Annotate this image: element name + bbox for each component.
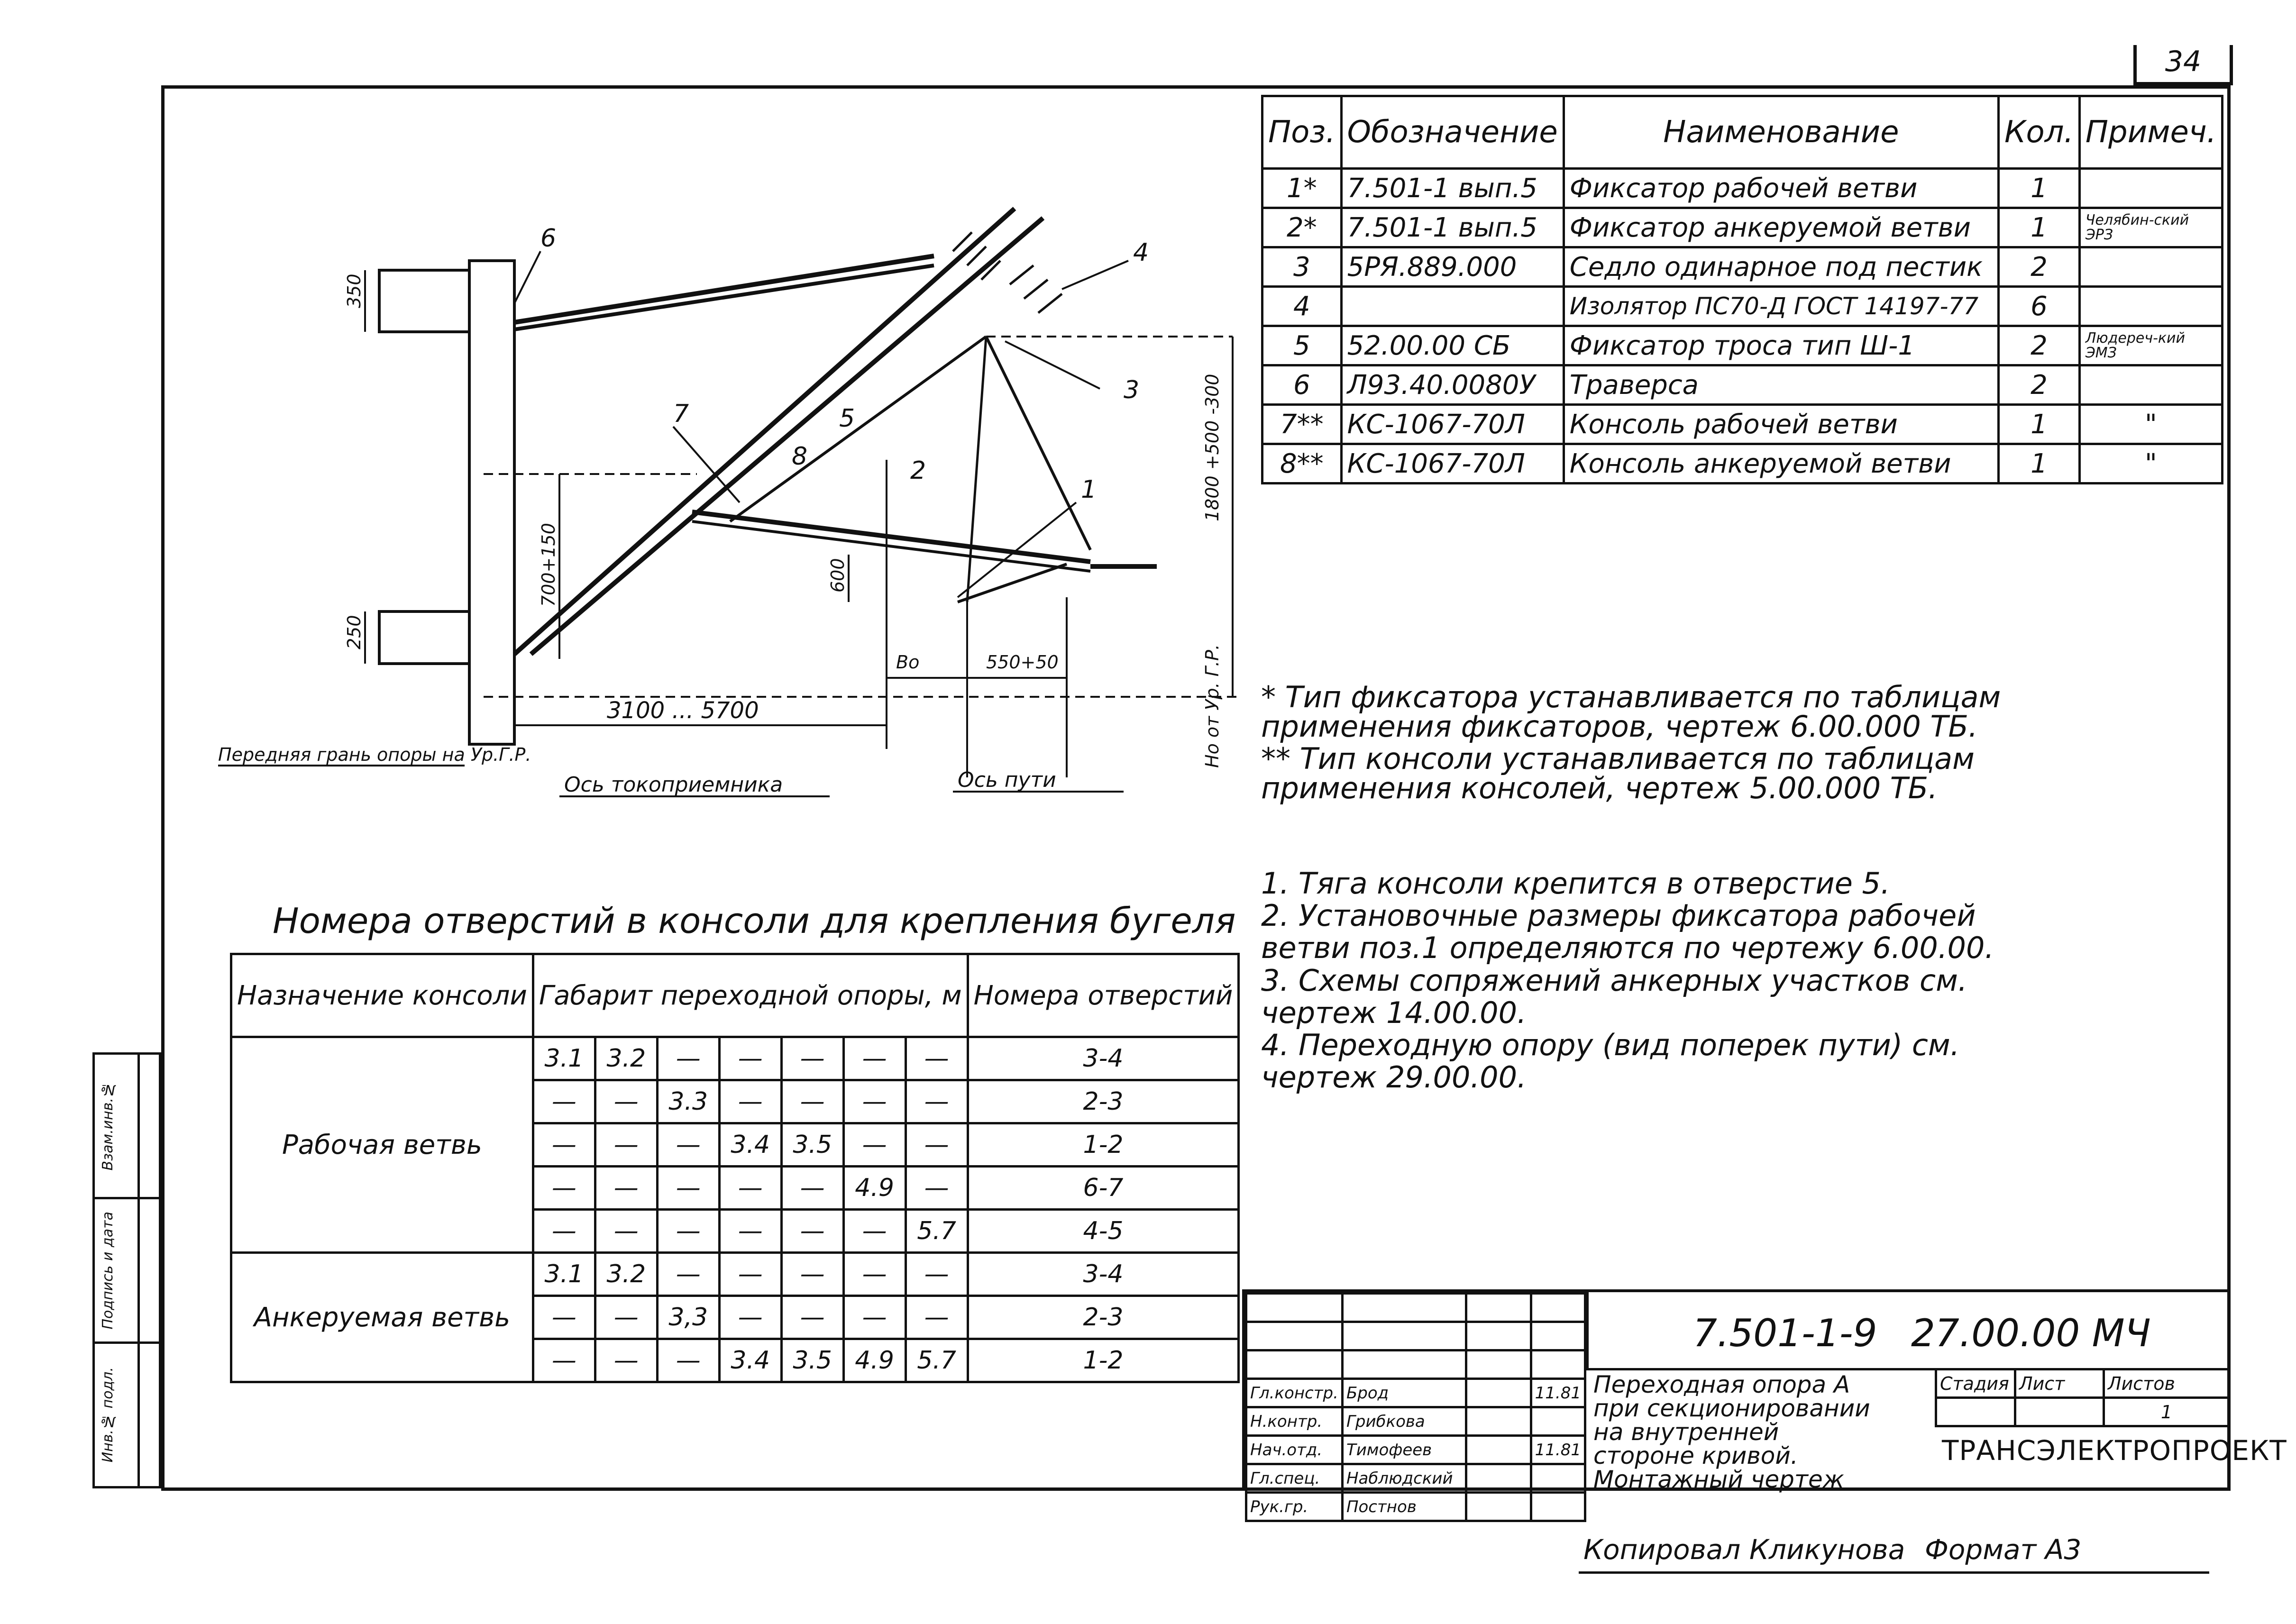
group-anchor: Анкеруемая ветвь bbox=[231, 1253, 533, 1382]
spec-qty: 1 bbox=[1999, 444, 2080, 484]
doc-code: 7.501-1-9 bbox=[1693, 1311, 1877, 1355]
fixator-1 bbox=[692, 512, 1090, 562]
holes-number: 4-5 bbox=[968, 1210, 1239, 1253]
holes-cell: 3.2 bbox=[595, 1037, 657, 1080]
holes-cell: — bbox=[533, 1167, 595, 1210]
spec-h-qty: Кол. bbox=[1999, 96, 2080, 169]
dim-600: 600 bbox=[827, 558, 848, 593]
role: Гл.спец. bbox=[1246, 1464, 1343, 1493]
holes-cell: — bbox=[533, 1296, 595, 1339]
role: Рук.гр. bbox=[1246, 1493, 1343, 1521]
spec-row bbox=[1262, 365, 2223, 405]
spec-code: КС-1067-70Л bbox=[1341, 444, 1564, 484]
holes-cell: — bbox=[843, 1210, 906, 1253]
label-pos-1: 1 bbox=[1081, 475, 1097, 504]
spec-qty: 1 bbox=[1999, 208, 2080, 247]
lower-bracket bbox=[379, 611, 469, 664]
footnote-1: * Тип фиксатора устанавливается по таблицам применения фиксаторов, чертеж 6.00.000 ТБ. bbox=[1261, 680, 2001, 744]
doc-number: 27.00.00 МЧ bbox=[1911, 1311, 2151, 1355]
holes-number: 3-4 bbox=[968, 1037, 1239, 1080]
spec-row bbox=[1262, 444, 2223, 484]
spec-note: Людереч-кий ЭМЗ bbox=[2079, 326, 2222, 365]
holes-number: 1-2 bbox=[968, 1123, 1239, 1167]
spec-name: Седло одинарное под пестик bbox=[1564, 247, 1998, 287]
signer-name: Постнов bbox=[1342, 1493, 1466, 1521]
holes-cell: — bbox=[906, 1296, 968, 1339]
spec-h-code: Обозначение bbox=[1341, 96, 1564, 169]
side-cell-1: Инв.№ подл. bbox=[100, 1367, 116, 1463]
holes-cell: — bbox=[719, 1037, 781, 1080]
spec-name: Консоль анкеруемой ветви bbox=[1564, 444, 1998, 484]
holes-number: 3-4 bbox=[968, 1253, 1239, 1296]
console-assembly-drawing bbox=[199, 180, 1266, 811]
spec-qty: 2 bbox=[1999, 326, 2080, 365]
holes-cell: 5.7 bbox=[906, 1210, 968, 1253]
holes-cell: 3.4 bbox=[719, 1339, 781, 1382]
holes-cell: — bbox=[906, 1037, 968, 1080]
holes-cell: 3.1 bbox=[533, 1253, 595, 1296]
role: Н.контр. bbox=[1246, 1407, 1343, 1436]
label-pos-7: 7 bbox=[673, 400, 689, 428]
holes-header-row bbox=[231, 954, 1239, 1037]
spec-row bbox=[1262, 169, 2223, 208]
spec-name: Фиксатор троса тип Ш-1 bbox=[1564, 326, 1998, 365]
specification-table bbox=[1261, 95, 2223, 484]
spec-note: " bbox=[2079, 444, 2222, 484]
holes-cell: — bbox=[781, 1037, 843, 1080]
footnote-2: ** Тип консоли устанавливается по таблицам применения консолей, чертеж 5.00.000 ТБ. bbox=[1261, 741, 1975, 805]
spec-qty: 2 bbox=[1999, 247, 2080, 287]
holes-cell: — bbox=[843, 1080, 906, 1123]
holes-cell: 3.2 bbox=[595, 1253, 657, 1296]
holes-h-purpose: Назначение консоли bbox=[231, 954, 533, 1037]
spec-pos: 8** bbox=[1262, 444, 1342, 484]
label-pos-4: 4 bbox=[1133, 238, 1149, 267]
spec-note bbox=[2079, 169, 2222, 208]
holes-cell: 5.7 bbox=[906, 1339, 968, 1382]
holes-cell: — bbox=[719, 1253, 781, 1296]
holes-cell: — bbox=[657, 1123, 719, 1167]
spec-pos: 3 bbox=[1262, 247, 1342, 287]
sheet-header: Лист bbox=[2015, 1369, 2104, 1398]
holes-cell: 3.5 bbox=[781, 1123, 843, 1167]
signer-name: Грибкова bbox=[1342, 1407, 1466, 1436]
dim-1800: 1800 +500 -300 bbox=[1202, 374, 1223, 521]
dim-bo: Во bbox=[896, 652, 920, 673]
holes-cell: — bbox=[906, 1167, 968, 1210]
holes-row bbox=[231, 1037, 1239, 1080]
organization-name: ТРАНСЭЛЕКТРОПРОЕКТ bbox=[1942, 1434, 2287, 1467]
holes-cell: — bbox=[843, 1037, 906, 1080]
sheets-header: Листов bbox=[2104, 1369, 2230, 1398]
holes-cell: — bbox=[906, 1253, 968, 1296]
sign-date: 11.81 bbox=[1531, 1436, 1585, 1464]
general-notes: 1. Тяга консоли крепится в отверстие 5. 2. Установочные размеры фиксатора рабочей ветви поз.1 определяются по чертежу 6.00.00. 3. Схемы сопряжений анкерных участков см. чертеж 14.00.00. 4. Переходную опору (вид поперек пути) см. чертеж 29.00.00. bbox=[1261, 866, 1994, 1095]
spec-pos: 6 bbox=[1262, 365, 1342, 405]
holes-cell: 3.5 bbox=[781, 1339, 843, 1382]
drawing-title: Переходная опора А при секционировании на внутренней стороне кривой. Монтажный чертеж bbox=[1593, 1371, 1870, 1493]
spec-qty: 6 bbox=[1999, 287, 2080, 326]
holes-cell: — bbox=[843, 1296, 906, 1339]
spec-h-note: Примеч. bbox=[2079, 96, 2222, 169]
holes-h-gabarit: Габарит переходной опоры, м bbox=[533, 954, 968, 1037]
spec-note bbox=[2079, 365, 2222, 405]
holes-cell: — bbox=[781, 1296, 843, 1339]
label-pos-3: 3 bbox=[1124, 376, 1140, 404]
spec-note: Челябин-ский ЭРЗ bbox=[2079, 208, 2222, 247]
dim-350: 350 bbox=[344, 274, 365, 308]
spec-note bbox=[2079, 287, 2222, 326]
holes-cell: 3.4 bbox=[719, 1123, 781, 1167]
side-cell-2: Подпись и дата bbox=[100, 1211, 116, 1330]
label-pos-8: 8 bbox=[792, 442, 808, 471]
spec-pos: 1* bbox=[1262, 169, 1342, 208]
title-block-stage bbox=[1935, 1368, 2231, 1427]
upper-bracket bbox=[379, 270, 469, 332]
sign-date bbox=[1531, 1493, 1585, 1521]
holes-cell: — bbox=[533, 1339, 595, 1382]
holes-cell: — bbox=[657, 1037, 719, 1080]
holes-cell: — bbox=[595, 1080, 657, 1123]
title-block bbox=[1242, 1289, 2287, 1516]
spec-header-row bbox=[1262, 96, 2223, 169]
side-stamp bbox=[92, 1052, 161, 1488]
spec-pos: 5 bbox=[1262, 326, 1342, 365]
holes-cell: — bbox=[595, 1339, 657, 1382]
holes-cell: — bbox=[781, 1253, 843, 1296]
holes-cell: — bbox=[843, 1253, 906, 1296]
dim-700: 700+150 bbox=[538, 523, 559, 607]
spec-row bbox=[1262, 247, 2223, 287]
holes-number: 2-3 bbox=[968, 1080, 1239, 1123]
holes-table bbox=[230, 953, 1240, 1383]
holes-h-holes: Номера отверстий bbox=[968, 954, 1239, 1037]
sheets-count: 1 bbox=[2104, 1398, 2230, 1426]
spec-code: КС-1067-70Л bbox=[1341, 405, 1564, 444]
spec-code bbox=[1341, 287, 1564, 326]
holes-cell: — bbox=[781, 1210, 843, 1253]
holes-cell: — bbox=[595, 1123, 657, 1167]
spec-name: Траверса bbox=[1564, 365, 1998, 405]
spec-pos: 4 bbox=[1262, 287, 1342, 326]
holes-cell: — bbox=[657, 1167, 719, 1210]
holes-cell: — bbox=[657, 1210, 719, 1253]
role: Нач.отд. bbox=[1246, 1436, 1343, 1464]
spec-row bbox=[1262, 208, 2223, 247]
dim-550: 550+50 bbox=[986, 652, 1059, 673]
holes-cell: — bbox=[657, 1253, 719, 1296]
holes-table-title: Номера отверстий в консоли для крепления бугеля bbox=[273, 901, 1236, 941]
holes-cell: — bbox=[781, 1080, 843, 1123]
holes-cell: 3.3 bbox=[657, 1080, 719, 1123]
dim-250: 250 bbox=[344, 615, 365, 649]
caption-track-axis: Ось пути bbox=[958, 768, 1056, 792]
holes-cell: — bbox=[595, 1296, 657, 1339]
copied-by: Копировал Кликунова bbox=[1583, 1533, 1905, 1566]
group-working: Рабочая ветвь bbox=[231, 1037, 533, 1253]
console-7 bbox=[531, 218, 1043, 654]
spec-code: 7.501-1 вып.5 bbox=[1341, 208, 1564, 247]
sign-date bbox=[1531, 1464, 1585, 1493]
console-8 bbox=[514, 209, 1015, 654]
label-pos-2: 2 bbox=[910, 456, 926, 485]
spec-code: Л93.40.0080У bbox=[1341, 365, 1564, 405]
holes-cell: — bbox=[719, 1296, 781, 1339]
holes-cell: — bbox=[533, 1123, 595, 1167]
holes-cell: — bbox=[843, 1123, 906, 1167]
holes-cell: 4.9 bbox=[843, 1339, 906, 1382]
spec-name: Фиксатор анкеруемой ветви bbox=[1564, 208, 1998, 247]
holes-cell: — bbox=[906, 1123, 968, 1167]
holes-cell: — bbox=[719, 1080, 781, 1123]
holes-cell: 3.1 bbox=[533, 1037, 595, 1080]
spec-name: Фиксатор рабочей ветви bbox=[1564, 169, 1998, 208]
spec-qty: 1 bbox=[1999, 169, 2080, 208]
label-pos-5: 5 bbox=[839, 404, 855, 433]
caption-front-edge: Передняя грань опоры на Ур.Г.Р. bbox=[218, 744, 531, 765]
signer-name: Наблюдский bbox=[1342, 1464, 1466, 1493]
spec-row bbox=[1262, 405, 2223, 444]
stage-header: Стадия bbox=[1936, 1369, 2015, 1398]
holes-number: 2-3 bbox=[968, 1296, 1239, 1339]
sign-date bbox=[1531, 1407, 1585, 1436]
title-block-signatures bbox=[1245, 1292, 1586, 1522]
sheet-number: 34 bbox=[2133, 45, 2233, 85]
holes-row bbox=[231, 1253, 1239, 1296]
holes-cell: — bbox=[533, 1210, 595, 1253]
spec-note: " bbox=[2079, 405, 2222, 444]
signer-name: Тимофеев bbox=[1342, 1436, 1466, 1464]
spec-pos: 7** bbox=[1262, 405, 1342, 444]
holes-number: 6-7 bbox=[968, 1167, 1239, 1210]
bottom-rule bbox=[1579, 1571, 2209, 1574]
pole bbox=[469, 261, 514, 744]
paper-format: Формат А3 bbox=[1925, 1533, 2082, 1566]
spec-h-pos: Поз. bbox=[1262, 96, 1342, 169]
spec-pos: 2* bbox=[1262, 208, 1342, 247]
spec-code: 7.501-1 вып.5 bbox=[1341, 169, 1564, 208]
holes-cell: — bbox=[657, 1339, 719, 1382]
holes-cell: 4.9 bbox=[843, 1167, 906, 1210]
holes-cell: — bbox=[595, 1210, 657, 1253]
caption-pantograph-axis: Ось токоприемника bbox=[564, 773, 783, 797]
spec-code: 52.00.00 СБ bbox=[1341, 326, 1564, 365]
spec-name: Консоль рабочей ветви bbox=[1564, 405, 1998, 444]
spec-code: 5РЯ.889.000 bbox=[1341, 247, 1564, 287]
sign-date: 11.81 bbox=[1531, 1379, 1585, 1407]
spec-qty: 2 bbox=[1999, 365, 2080, 405]
holes-cell: — bbox=[719, 1167, 781, 1210]
spec-qty: 1 bbox=[1999, 405, 2080, 444]
dim-3100: 3100 ... 5700 bbox=[607, 697, 759, 724]
holes-cell: — bbox=[719, 1210, 781, 1253]
holes-number: 1-2 bbox=[968, 1339, 1239, 1382]
holes-cell: 3,3 bbox=[657, 1296, 719, 1339]
role: Гл.констр. bbox=[1246, 1379, 1343, 1407]
signer-name: Брод bbox=[1342, 1379, 1466, 1407]
spec-row bbox=[1262, 326, 2223, 365]
holes-cell: — bbox=[781, 1167, 843, 1210]
label-pos-6: 6 bbox=[540, 224, 557, 253]
holes-cell: — bbox=[595, 1167, 657, 1210]
spec-note bbox=[2079, 247, 2222, 287]
holes-cell: — bbox=[533, 1080, 595, 1123]
spec-row bbox=[1262, 287, 2223, 326]
dim-ho: Но от Ур. Г.Р. bbox=[1202, 644, 1223, 768]
side-cell-3: Взам.инв.№ bbox=[100, 1081, 116, 1171]
holes-cell: — bbox=[906, 1080, 968, 1123]
spec-h-name: Наименование bbox=[1564, 96, 1998, 169]
spec-name: Изолятор ПС70-Д ГОСТ 14197-77 bbox=[1564, 287, 1998, 326]
